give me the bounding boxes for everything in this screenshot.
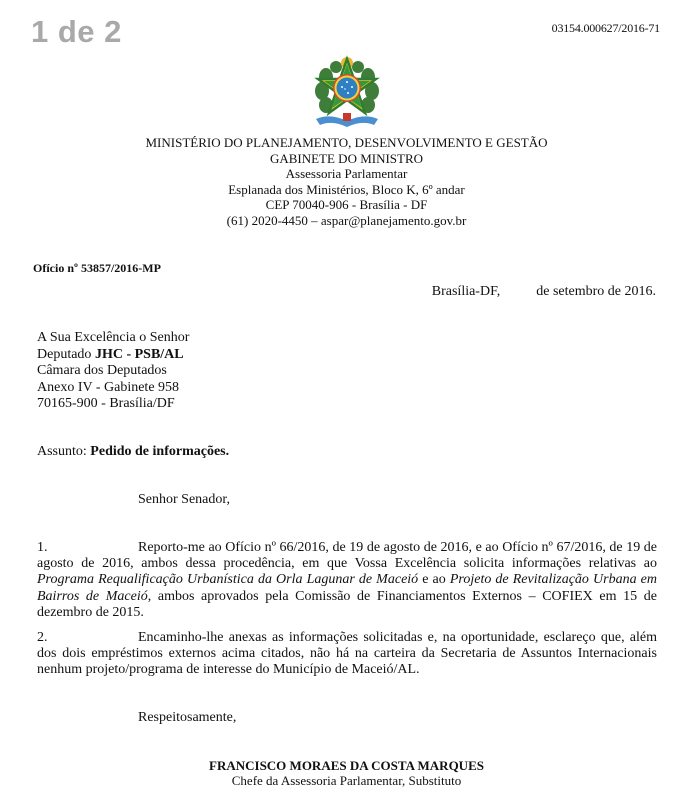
subject-line bbox=[37, 444, 229, 460]
recipient-title: Deputado bbox=[37, 346, 92, 362]
paragraph-2 bbox=[37, 630, 657, 679]
paragraph-text: Encaminho-lhe anexas as informações solicitadas e, na oportunidade, esclareço que, além dos dois empréstimos externos acima citados, não há na carteira da Secretaria de Assuntos Internacionais nenhum projeto/programa de interesse do Município de Maceió/AL. bbox=[37, 630, 657, 678]
signer-role: Chefe da Assessoria Parlamentar, Substituto bbox=[231, 773, 462, 788]
paragraph-text: e ao bbox=[418, 572, 450, 588]
subject-label: Assunto: bbox=[37, 444, 87, 459]
recipient-line: 70165-900 - Brasília/DF bbox=[37, 396, 175, 412]
department-name: Assessoria Parlamentar bbox=[285, 166, 408, 182]
paragraph-number: 1. bbox=[37, 540, 48, 555]
recipient-name: JHC - PSB/AL bbox=[94, 346, 184, 362]
office-name: GABINETE DO MINISTRO bbox=[269, 150, 424, 166]
coat-of-arms-icon bbox=[312, 55, 382, 131]
paragraph-1 bbox=[37, 540, 657, 621]
ministry-name: MINISTÉRIO DO PLANEJAMENTO, DESENVOLVIMENTO E GESTÃO bbox=[145, 135, 548, 150]
postal-line: CEP 70040-906 - Brasília - DF bbox=[265, 197, 428, 213]
dateline-date: de setembro de 2016. bbox=[536, 284, 656, 299]
project-name: Projeto de Revitalização Urbana em Bairros de Maceió bbox=[37, 572, 657, 604]
protocol-number: 03154.000627/2016-71 bbox=[551, 21, 660, 35]
program-name: Programa Requalificação Urbanística da Orla Lagunar de Maceió bbox=[37, 572, 419, 588]
paragraph-text: , ambos aprovados pela Comissão de Financiamentos Externos – COFIEX em 15 de dezembro de 2015. bbox=[37, 588, 657, 620]
paragraph-number: 2. bbox=[37, 630, 48, 645]
page-indicator: 1 de 2 bbox=[31, 14, 122, 49]
recipient-name-line bbox=[37, 347, 189, 364]
recipient-block bbox=[37, 330, 189, 413]
recipient-line: A Sua Excelência o Senhor bbox=[37, 330, 190, 345]
address-line: Esplanada dos Ministérios, Bloco K, 6º andar bbox=[228, 181, 465, 197]
dateline bbox=[432, 284, 656, 300]
dateline-place: Brasília-DF, bbox=[431, 284, 501, 299]
signer-name: FRANCISCO MORAES DA COSTA MARQUES bbox=[209, 758, 484, 773]
contact-line: (61) 2020-4450 – aspar@planejamento.gov.br bbox=[226, 212, 467, 228]
subject-value: Pedido de informações. bbox=[90, 444, 230, 459]
closing: Respeitosamente, bbox=[138, 710, 237, 725]
recipient-line: Anexo IV - Gabinete 958 bbox=[37, 379, 180, 395]
recipient-line: Câmara dos Deputados bbox=[37, 363, 167, 379]
salutation: Senhor Senador, bbox=[138, 492, 230, 507]
paragraph-text: Reporto-me ao Ofício nº 66/2016, de 19 de agosto de 2016, e ao Ofício nº 67/2016, de 19 de agosto de 2016, ambos dessa procedência, em que Vossa Excelência solicita informações relativas ao bbox=[37, 540, 657, 572]
oficio-number: Ofício nº 53857/2016-MP bbox=[33, 261, 161, 275]
letterhead bbox=[0, 135, 693, 229]
